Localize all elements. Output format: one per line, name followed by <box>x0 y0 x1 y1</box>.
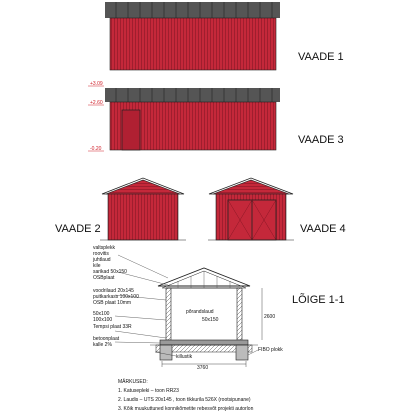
vaade-3-label: VAADE 3 <box>298 134 344 146</box>
gable-wall-2 <box>108 194 178 240</box>
footing-right <box>236 345 248 360</box>
wall-cladding-1 <box>110 18 276 70</box>
note-line-2: 2. Laudis – UTS 20x145 , toon tikkurila 526X (rootsipunane) <box>118 397 251 403</box>
label-fibo: FIBO plokk <box>258 347 283 353</box>
vaade-4-label: VAADE 4 <box>300 223 346 235</box>
roof-panel-1 <box>105 2 280 18</box>
vaade-1-label: VAADE 1 <box>298 51 344 63</box>
label-osb-wall: OSB plaat 10mm <box>93 300 132 306</box>
note-line-3: 3. Kõik muukuttuned konnikõmetite rebesvõt projekti autorlon <box>118 406 254 412</box>
vaade-1-elevation <box>105 2 344 70</box>
section-left-wall <box>166 288 171 340</box>
level-bottom: -0.20 <box>90 146 102 152</box>
label-osb-top: OSBplaat <box>93 275 115 281</box>
section-1-1 <box>92 245 345 371</box>
label-roovitis: roovitis <box>93 251 109 257</box>
note-line-1: 1. Katusepleki – toon RR23 <box>118 388 179 394</box>
label-juhtlaud: juhtlaud <box>93 257 111 263</box>
label-kalle: kalle 2% <box>93 342 112 348</box>
label-porandslaud: põrandslaud <box>186 309 214 315</box>
vaade-2-label: VAADE 2 <box>55 223 101 235</box>
vaade-3-elevation <box>88 81 344 152</box>
notes-block <box>118 378 254 412</box>
label-tempsi: Tempsi plaat 33R <box>93 324 132 330</box>
vaade-2-elevation <box>55 178 186 240</box>
label-kile: kile <box>93 263 101 269</box>
dim-height: 2600 <box>264 314 276 320</box>
level-top: +3.09 <box>90 81 103 87</box>
label-puitkarkass: puitkarkass 100x100 <box>93 294 139 300</box>
label-voodrilaud: voodrilaud 20x145 <box>93 288 134 294</box>
footing-left <box>160 345 172 360</box>
dim-width: 3760 <box>197 365 209 371</box>
section-right-wall <box>237 288 242 340</box>
label-sarikad: sarikad 50x150 <box>93 269 127 275</box>
vaade-4-elevation <box>208 178 346 240</box>
roof-panel-3 <box>105 88 280 102</box>
notes-title: MÄRKUSED: <box>118 379 148 385</box>
label-b50: 50x100 <box>93 311 110 317</box>
label-killustik: killustik <box>176 354 193 360</box>
label-b150: 50x150 <box>202 317 219 323</box>
label-betoonplaat: betoonplaat <box>93 336 120 342</box>
loige-label: LÕIGE 1-1 <box>292 294 345 306</box>
label-valtsplekk: valtsplekk <box>93 245 115 251</box>
label-b100: 100x100 <box>93 317 113 323</box>
level-mid: +2.60 <box>90 100 103 106</box>
door <box>122 110 140 150</box>
concrete-slab <box>160 340 248 345</box>
